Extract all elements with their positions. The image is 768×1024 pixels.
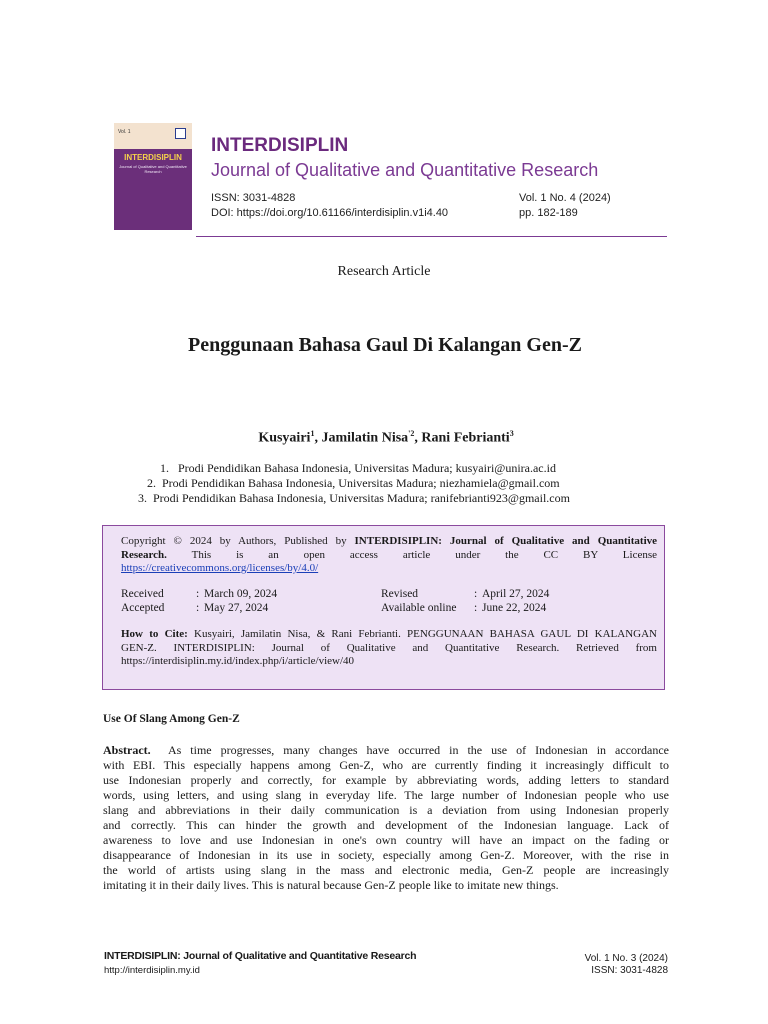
affiliation-item: 1. Prodi Pendidikan Bahasa Indonesia, Universitas Madura; kusyairi@unira.ac.id (160, 461, 556, 475)
article-type: Research Article (337, 264, 431, 279)
english-title-heading: Use Of Slang Among Gen-Z (103, 713, 240, 725)
online-date: June 22, 2024 (482, 602, 547, 614)
journal-name: INTERDISIPLIN (211, 135, 349, 156)
revised-label: Revised (381, 588, 419, 600)
footer-volume: Vol. 1 No. 3 (2024) (584, 953, 668, 964)
footer-issue-info (585, 953, 668, 977)
received-label: Received (121, 588, 164, 600)
doi-link[interactable]: DOI: https://doi.org/10.61166/interdisiplin.v1i4.40 (211, 207, 449, 219)
cover-volume: Vol. 1 (118, 129, 131, 135)
footer-issn: ISSN: 3031-4828 (591, 965, 668, 976)
cover-title: INTERDISIPLIN (124, 153, 182, 162)
author-name: Jamilatin Nisa (321, 430, 409, 446)
cite-url[interactable]: https://interdisiplin.my.id/index.php/i/article/view/40 (121, 655, 355, 667)
volume-info: Vol. 1 No. 4 (2024) (519, 192, 611, 204)
abstract-label: Abstract. (103, 743, 151, 757)
copyright-journal: INTERDISIPLIN: Journal of Qualitative and Quantitative (354, 535, 658, 547)
header-divider (196, 236, 667, 237)
footer-journal: INTERDISIPLIN: Journal of Qualitative and Quantitative Research (104, 950, 417, 962)
received-date: March 09, 2024 (204, 588, 278, 600)
accepted-label: Accepted (121, 602, 165, 614)
article-info-box: Copyright © 2024 by Authors, Published by INTERDISIPLIN: Journal of Qualitative and Quantitative Research. This is an open access article under the CC BY License https://creativecommons.org/licenses/by/4.0/ Received : March 09, 2024 Accepted : May 27, 2024 Revised : April 27, 2024 Available online : June 22, 2024 How to Cite: Kusyairi, Jamilatin Nisa, & Rani Febrianti. PENGGUNAAN BAHASA GAUL DI KALANGAN GEN-Z. INTERDISIPLIN: Journal of Qualitative and Quantitative Research. Retrieved from https://interdisiplin.my.id/index.php/i/article/view/40 (102, 525, 665, 690)
publisher-logo-icon (175, 128, 186, 139)
abstract-text: Abstract. As time progresses, many changes have occurred in the use of Indonesian in accordance with EBI. This especially happens among Gen-Z, who are currently finding it increasingly difficult to use Indonesian properly and correctly, for example by abbreviating words, adding letters to standard words, using letters, and using slang in everyday life. The large number of Indonesian people who use slang and abbreviations in their daily communication is a deviation from using Indonesian properly and correctly. This can hinder the growth and development of the Indonesian language. Lack of awareness to love and use Indonesian in one's own country will have an impact on the fading or disappearance of Indonesian in its use in society, especially among Gen-Z. Moreover, with the rise in the world of artists using slang in the mass and electronic media, Gen-Z people are increasingly imitating it in their daily lives. This is natural because Gen-Z people like to imitate new things. (103, 743, 669, 892)
author-affiliation-mark: '2 (408, 429, 415, 438)
accepted-date: May 27, 2024 (204, 602, 269, 614)
author-affiliation-mark: 1 (310, 429, 315, 438)
author-affiliation-mark: 3 (509, 429, 514, 438)
affiliation-item: 3. Prodi Pendidikan Bahasa Indonesia, Universitas Madura; ranifebrianti923@gmail.com (138, 491, 570, 505)
issn: ISSN: 3031-4828 (211, 192, 296, 204)
how-to-cite: How to Cite: Kusyairi, Jamilatin Nisa, & Rani Febrianti. PENGGUNAAN BAHASA GAUL DI KALANGAN GEN-Z. INTERDISIPLIN: Journal of Qualitative and Quantitative Research. Retrieved from https://interdisiplin.my.id/index.php/i/article/view/40 (121, 628, 657, 667)
author-name: Rani Febrianti (421, 430, 510, 446)
article-title: Penggunaan Bahasa Gaul Di Kalangan Gen-Z (188, 334, 582, 356)
cite-label: How to Cite: (121, 628, 188, 640)
journal-subtitle: Journal of Qualitative and Quantitative Research (211, 160, 599, 180)
affiliation-item: 2. Prodi Pendidikan Bahasa Indonesia, Universitas Madura; niezhamiela@gmail.com (147, 476, 560, 490)
copyright-statement: Copyright © 2024 by Authors, Published by INTERDISIPLIN: Journal of Qualitative and Quantitative Research. This is an open access article under the CC BY License https://creativecommons.org/licenses/by/4.0/ (121, 535, 658, 574)
license-link[interactable]: https://creativecommons.org/licenses/by/4.0/ (121, 562, 319, 574)
page-range: pp. 182-189 (519, 207, 578, 219)
footer-url[interactable]: http://interdisiplin.my.id (104, 965, 200, 976)
revised-date: April 27, 2024 (482, 588, 550, 600)
author-name: Kusyairi (258, 430, 311, 446)
author-list: Kusyairi$^1$, Jamilatin Nisa$^{'2}$, Rani Febrianti$^3$ (258, 429, 514, 446)
journal-cover-image (114, 123, 192, 230)
online-label: Available online (381, 602, 457, 614)
cover-subtitle: Journal of Qualitative and Quantitative Research (119, 164, 187, 174)
